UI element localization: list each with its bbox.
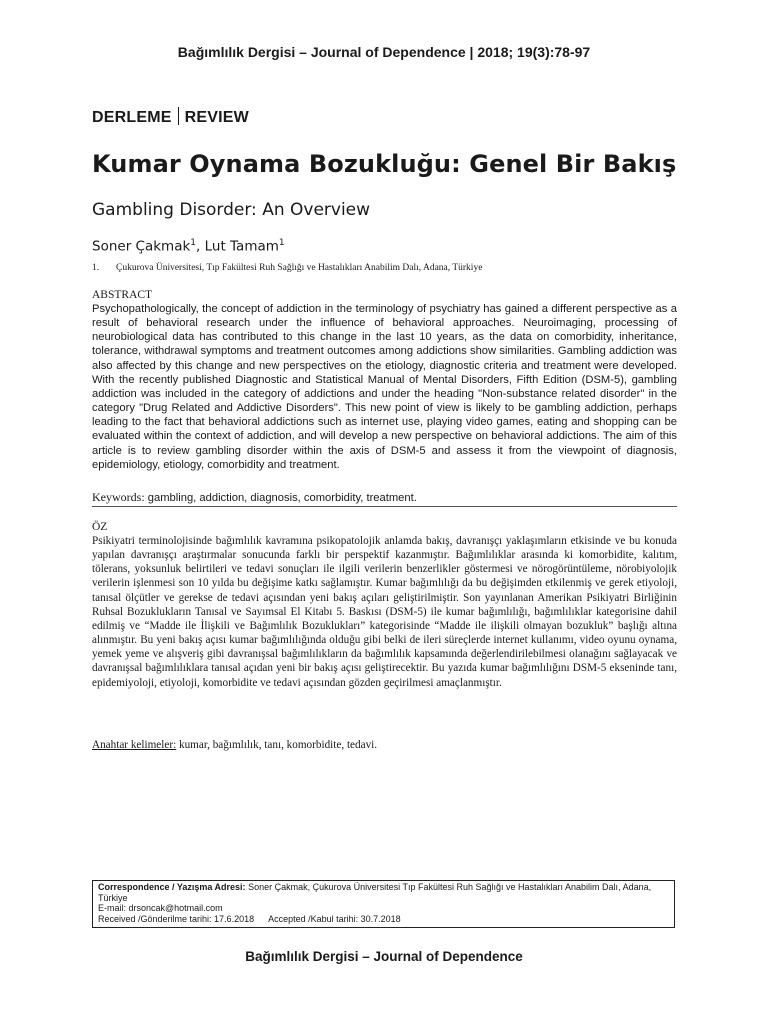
author-list: Soner Çakmak$^1$, Lut Tamam$^1$ (92, 238, 285, 255)
author-name: Soner Çakmak (92, 238, 191, 255)
journal-footer: Bağımlılık Dergisi – Journal of Dependence (245, 949, 523, 964)
oz-keywords (92, 738, 677, 752)
correspondence-box (92, 880, 675, 928)
correspondence-label: Correspondence / Yazışma Adresi: (98, 882, 246, 892)
correspondence-email: E-mail: drsoncak@hotmail.com (98, 903, 223, 914)
oz-text: Psikiyatri terminolojisinde bağımlılık kavramına psikopatolojik anlamda bakış, davranışçı yaklaşımların etkisinde ve bu konuda yapılan davranışçı araştırmalar sonucunda farklı bir perspektif kazanmıştır. Bağımlılıklar arasında ki komorbidite, kalıtım, tölerans, yoksunluk belirtileri ve tedavi sonuçları ile ilgili verilerin benzerlikler göstermesi ve nörogörüntüleme, nörobiyolojik verilerin işlenmesi son 10 yılda bu değişime katkı sağlamıştır. Kumar bağımlılığı da bu değişimden etkilenmiş ve gerek etiyoloji, tanısal ölçütler ve gerekse de tedavi açısından yeni bakış açıları geliştirilmiştir. Son yayınlanan Amerikan Psikiyatri Birliğinin Ruhsal Bozuklukların Tanısal ve Sayımsal El Kitabı 5. Baskısı (DSM-5) ile kumar bağımlılığı, bağımlılıklar kategorisine dahil edilmiş ve “Madde ile İlişkili ve Bağımlılık Bozuklukları” kategorisinde “Madde ile ilişkili olmayan bozukluk” başlığı altına alınmıştır. Bu yeni bakış açısı kumar bağımlılığında olduğu gibi belki de ileri süreçlerde internet kullanımı, video oyunu oynama, yemek yeme ve alışveriş gibi davranışsal bağımlılıkların da bağımlılık kapsamında değerlendirilebilmesi olanağını sağlayacak ve davranışsal bağımlılıklara tanısal açıdan yeni bir bakış açısı geliştirecektir. Bu yazıda kumar bağımlılığını DSM-5 ekseninde tanı, epidemiyoloji, etiyoloji, komorbidite ve tedavi açısından gözden geçirilmesi amaçlanmıştır. (92, 535, 677, 689)
article-type-tr: DERLEME (92, 109, 172, 126)
keywords-list: gambling, addiction, diagnosis, comorbidity, treatment. (147, 492, 417, 504)
article-type (92, 107, 249, 127)
author-name: Lut Tamam (204, 238, 279, 255)
received-date: Received /Gönderilme tarihi: 17.6.2018 (98, 914, 255, 925)
correspondence-dates (98, 914, 670, 925)
abstract-text: Psychopathologically, the concept of addiction in the terminology of psychiatry has gained a different perspective as a result of behavioral research under the influence of behavioral approaches. Neuroimaging, processing of neurobiological data has contributed to this change in the last 10 years, as the data on comorbidity, inheritance, tolerance, withdrawal symptoms and treatment outcomes among addictions show similarities. Gambling addiction was also affected by this change and new perspectives on the etiology, diagnostic criteria and treatment were developed. With the recently published Diagnostic and Statistical Manual of Mental Disorders, Fifth Edition (DSM-5), gambling addiction was included in the category of addictions and under the heading "Non-substance related disorder" in the category "Drug Related and Addictive Disorders". This new point of view is likely to be gambling addiction, perhaps leading to the fact that behavioral addictions such as internet use, playing video games, eating and shopping can be evaluated within the context of addiction, and will develop a new perspective on behavioral addictions. The aim of this article is to review gambling disorder within the axis of DSM-5 and assess it from the viewpoint of diagnosis, epidemiology, etiology, comorbidity and treatment. (92, 303, 677, 471)
author-affiliation-mark: 1 (190, 238, 197, 248)
article-type-en: REVIEW (184, 109, 249, 126)
oz-heading: ÖZ (92, 521, 108, 533)
abstract-keywords (92, 490, 677, 505)
article-type-divider (178, 107, 179, 125)
accepted-date: Accepted /Kabul tarihi: 30.7.2018 (268, 914, 401, 925)
keywords-label: Anahtar kelimeler: (92, 739, 177, 751)
section-divider (92, 506, 677, 507)
affiliation (92, 263, 482, 273)
affiliation-number: 1. (92, 263, 100, 273)
keywords-label: Keywords: (92, 490, 145, 504)
title-turkish: Kumar Oynama Bozukluğu: Genel Bir Bakış (92, 150, 677, 178)
keywords-list: kumar, bağımlılık, tanı, komorbidite, tedavi. (178, 739, 378, 751)
correspondence-address: Correspondence / Yazışma Adresi: Soner Çakmak, Çukurova Üniversitesi Tıp Fakültesi Ruh Sağlığı ve Hastalıkları Anabilim Dalı, Adana, Türkiye (98, 882, 652, 903)
abstract-heading: ABSTRACT (92, 289, 153, 301)
title-english: Gambling Disorder: An Overview (92, 200, 371, 220)
affiliation-text: Çukurova Üniversitesi, Tıp Fakültesi Ruh Sağlığı ve Hastalıkları Anabilim Dalı, Adana, Türkiye (116, 263, 483, 273)
journal-header: Bağımlılık Dergisi – Journal of Dependence | 2018; 19(3):78-97 (177, 44, 591, 60)
author-affiliation-mark: 1 (278, 238, 285, 248)
